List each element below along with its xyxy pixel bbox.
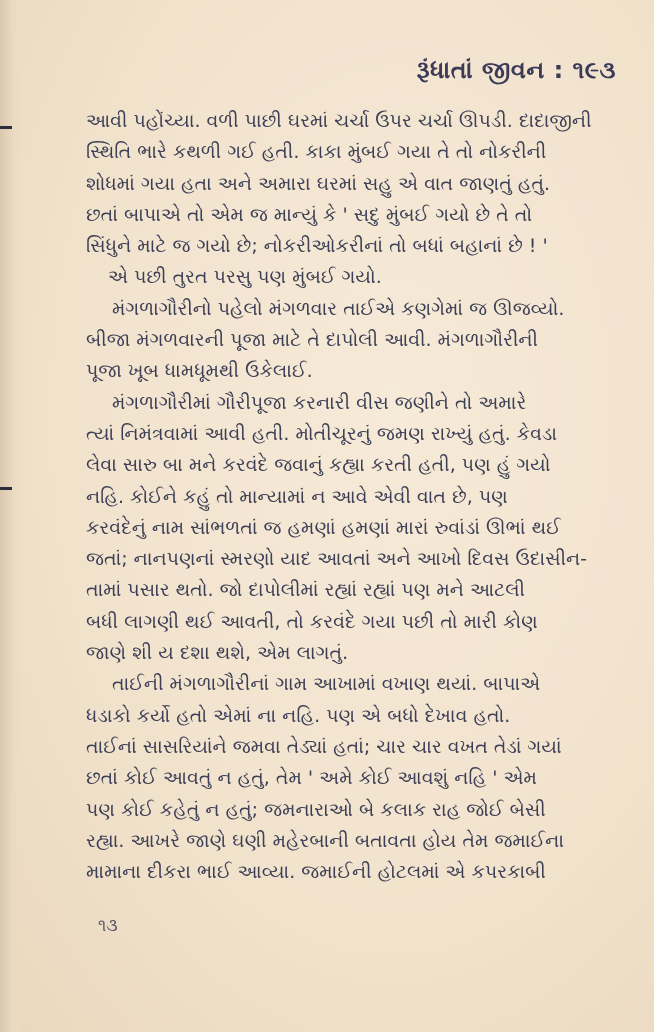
text-line: પણ કોઈ કહેતું ન હતું; જમનારાઓ બે કલાક રાહ જોઈ બેસી bbox=[86, 798, 546, 821]
text-line: છતાં કોઈ આવતું ન હતું, તેમ ' અમે કોઈ આવશું નહિ ' એમ bbox=[86, 767, 537, 790]
text-line: બધી લાગણી થઈ આવતી, તો કરવંદે ગયા પછી તો મારી કોણ bbox=[86, 610, 538, 633]
text-line: સ્થિતિ ભારે કથળી ગઈ હતી. કાકા મુંબઈ ગયા તે તો નોકરીની bbox=[86, 141, 547, 164]
text-line: તાઈની મંગળાગૌરીનાં ગામ આખામાં વખાણ થયાં. બાપાએ bbox=[112, 673, 541, 696]
text-line: જતાં; નાનપણનાં સ્મરણો યાદ આવતાં અને આખો દિવસ ઉદાસીન- bbox=[86, 548, 588, 571]
text-line: કરવંદેનું નામ સાંભળતાં જ હમણાં હમણાં મારાં રુવાંડાં ઊભાં થઈ bbox=[86, 516, 561, 539]
text-line: એ પછી તુરત પરસુ પણ મુંબઈ ગયો. bbox=[108, 266, 382, 289]
text-line: નહિ. કોઈને કહું તો માન્યામાં ન આવે એવી વાત છે, પણ bbox=[86, 485, 508, 508]
text-line: સિંધુને માટે જ ગયો છે; નોકરીઓકરીનાં તો બધાં બહાનાં છે ! ' bbox=[86, 235, 548, 258]
text-line: તાઈનાં સાસરિયાંને જમવા તેડ્યાં હતાં; ચાર ચાર વખત તેડાં ગયાં bbox=[86, 735, 562, 758]
text-line: તામાં પસાર થતો. જો દાપોલીમાં રહ્યાં રહ્યાં પણ મને આટલી bbox=[86, 579, 525, 602]
text-line: બીજા મંગળવારની પૂજા માટે તે દાપોલી આવી. મંગળાગૌરીની bbox=[86, 329, 538, 352]
body-text bbox=[86, 106, 620, 888]
text-line: મંગળાગૌરીમાં ગૌરીપૂજા કરનારી વીસ જણીને તો અમારે bbox=[112, 391, 527, 414]
text-line: ધડાકો કર્યો હતો એમાં ના નહિ. પણ એ બધો દેખાવ હતો. bbox=[86, 704, 511, 727]
text-line: ત્યાં નિમંત્રવામાં આવી હતી. મોતીચૂરનું જમણ રાખ્યું હતું. કેવડા bbox=[86, 422, 557, 445]
text-line: આવી પહોંચ્યા. વળી પાછી ઘરમાં ચર્ચા ઉપર ચર્ચા ઊપડી. દાદાજીની bbox=[86, 110, 592, 132]
text-line: પૂજા ખૂબ ધામધૂમથી ઉકેલાઈ. bbox=[86, 360, 313, 383]
running-header: રૂંધાતાં જીવન : ૧૯૩ bbox=[416, 56, 616, 84]
text-line: રહ્યા. આખરે જાણે ઘણી મહેરબાની બતાવતા હોય તેમ જમાઈના bbox=[86, 829, 564, 852]
margin-mark bbox=[0, 126, 12, 129]
page-binding-edge bbox=[0, 0, 22, 1032]
text-line: મામાના દીકરા ભાઈ આવ્યા. જમાઈની હોટલમાં એ કપરકાબી bbox=[86, 861, 546, 884]
margin-mark bbox=[0, 487, 12, 490]
text-line: લેવા સારુ બા મને કરવંદે જવાનું કહ્યા કરતી હતી, પણ હું ગયો bbox=[86, 454, 551, 477]
page-folio: ૧૩ bbox=[98, 916, 118, 936]
text-line: જાણે શી ય દશા થશે, એમ લાગતું. bbox=[86, 642, 349, 665]
text-line: શોધમાં ગયા હતા અને અમારા ઘરમાં સહુ એ વાત જાણતું હતું. bbox=[86, 172, 551, 195]
text-line: છતાં બાપાએ તો એમ જ માન્યું કે ' સદુ મુંબઈ ગયો છે તે તો bbox=[86, 203, 533, 226]
text-line: મંગળાગૌરીનો પહેલો મંગળવાર તાઈએ કણગેમાં જ ઊજવ્યો. bbox=[112, 297, 565, 320]
